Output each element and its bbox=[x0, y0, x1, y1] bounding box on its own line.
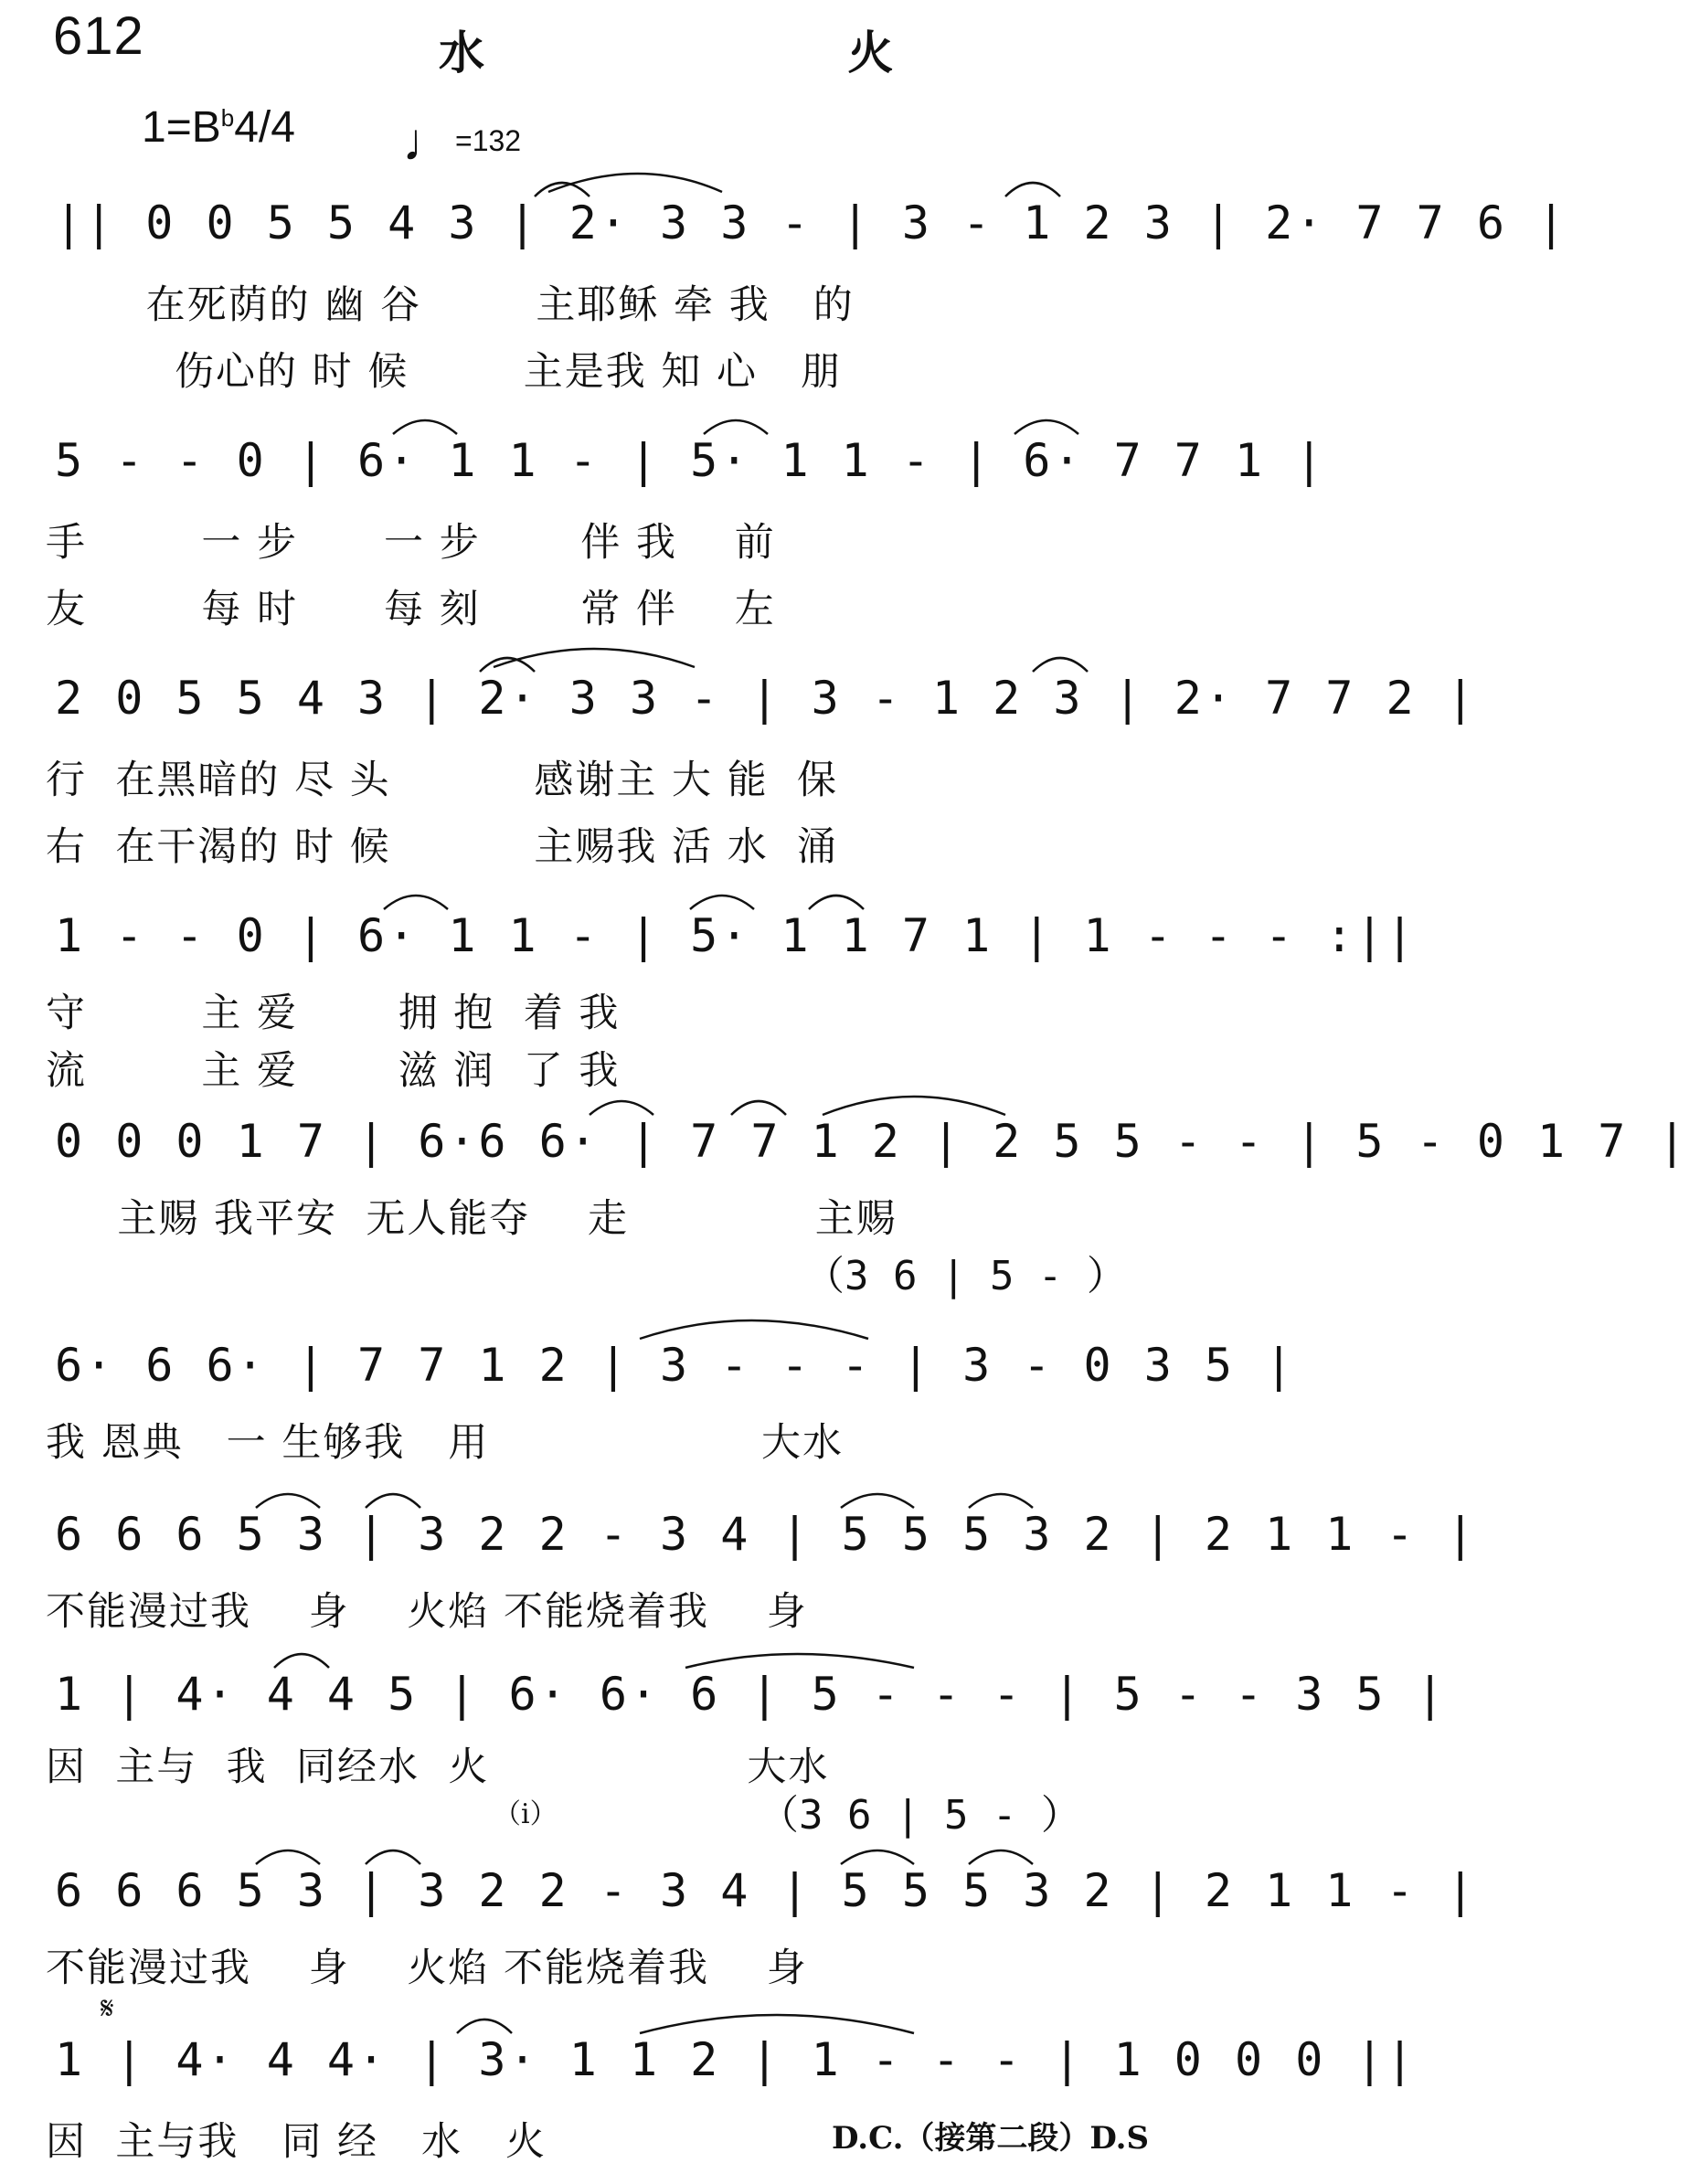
lyric-line-4a: 守 主 爱 拥 抱 着 我 bbox=[46, 991, 621, 1036]
lyric-line-3b: 右 在干渴的 时 候 主赐我 活 水 涌 bbox=[46, 824, 839, 870]
music-line-7 bbox=[46, 1508, 1477, 1574]
lyric-line-2a: 手 一 步 一 步 伴 我 前 bbox=[46, 520, 776, 566]
notation: 0 0 0 1 7 | 6·6 6· | 7 7 1 2 | 2 5 5 - - | 5 - 0 1 7 | bbox=[55, 1115, 1689, 1168]
quarter-note-icon: ♩ bbox=[402, 112, 455, 172]
slur-mark bbox=[841, 1850, 914, 1864]
alternate-ending-2: （3 6 | 5 - ） bbox=[759, 1792, 1081, 1839]
music-line-6 bbox=[46, 1339, 1296, 1405]
slur-mark bbox=[384, 896, 448, 909]
notation: 6· 6 6· | 7 7 1 2 | 3 - - - | 3 - 0 3 5 | bbox=[55, 1339, 1296, 1392]
slur-mark bbox=[823, 1097, 1005, 1115]
music-line-9 bbox=[46, 1864, 1477, 1930]
key-signature bbox=[142, 102, 295, 153]
slur-mark bbox=[690, 896, 754, 909]
slur-mark bbox=[969, 1850, 1033, 1864]
segno-icon: 𝄋 bbox=[101, 1990, 114, 2027]
slur-mark bbox=[1033, 658, 1088, 672]
slur-mark bbox=[640, 1320, 868, 1339]
slur-mark bbox=[685, 1654, 914, 1668]
alternate-ending: （3 6 | 5 - ） bbox=[804, 1253, 1127, 1299]
lyric-line-2b: 友 每 时 每 刻 常 伴 左 bbox=[46, 587, 776, 632]
slur-mark bbox=[590, 1101, 653, 1115]
slur-mark bbox=[704, 420, 768, 434]
music-line-5 bbox=[46, 1115, 1689, 1181]
slur-mark bbox=[480, 658, 535, 672]
slur-mark bbox=[841, 1494, 914, 1508]
slur-mark bbox=[274, 1654, 329, 1668]
music-line-8 bbox=[46, 1668, 1447, 1733]
slur-mark bbox=[809, 896, 864, 909]
music-line-3 bbox=[46, 672, 1477, 737]
key-flat: b bbox=[220, 104, 235, 132]
music-line-1 bbox=[46, 196, 1568, 262]
lyric-line-10a: 因 主与我 同 经 水 火 bbox=[46, 2119, 547, 2165]
slur-mark bbox=[256, 1850, 320, 1864]
notation: 6 6 6 5 3 | 3 2 2 - 3 4 | 5 5 5 3 2 | 2 1 1 - | bbox=[55, 1864, 1477, 1917]
notation: 2 0 5 5 4 3 | 2· 3 3 - | 3 - 1 2 3 | 2· 7 7 2 | bbox=[55, 672, 1477, 725]
lyric-line-1b: 伤心的 时 候 主是我 知 心 朋 bbox=[46, 349, 843, 395]
slur-mark bbox=[366, 1494, 420, 1508]
slur-mark bbox=[1005, 183, 1060, 196]
da-capo-instruction: D.C.（接第二段）D.S bbox=[832, 2120, 1150, 2157]
octave-note: （i） bbox=[494, 1798, 558, 1830]
slur-mark bbox=[494, 649, 695, 667]
slur-mark bbox=[969, 1494, 1033, 1508]
hymn-title: 水 火 bbox=[439, 27, 1068, 80]
notation: 1 - - 0 | 6· 1 1 - | 5· 1 1 7 1 | 1 - - - :|| bbox=[55, 909, 1417, 962]
lyric-line-3a: 行 在黑暗的 尽 头 感谢主 大 能 保 bbox=[46, 758, 839, 803]
lyric-line-1a: 在死荫的 幽 谷 主耶稣 牵 我 的 bbox=[46, 282, 855, 328]
slur-mark bbox=[640, 2015, 914, 2033]
notation: || 0 0 5 5 4 3 | 2· 3 3 - | 3 - 1 2 3 | 2· 7 7 6 | bbox=[55, 196, 1568, 249]
notation: 6 6 6 5 3 | 3 2 2 - 3 4 | 5 5 5 3 2 | 2 1 1 - | bbox=[55, 1508, 1477, 1561]
key-label: 1=B bbox=[142, 103, 221, 152]
tempo-value: =132 bbox=[455, 124, 522, 157]
notation: 1 | 4· 4 4· | 3· 1 1 2 | 1 - - - | 1 0 0 0 || bbox=[55, 2033, 1417, 2086]
slur-mark bbox=[535, 183, 590, 196]
notation: 5 - - 0 | 6· 1 1 - | 5· 1 1 - | 6· 7 7 1 | bbox=[55, 434, 1326, 487]
hymn-number: 612 bbox=[53, 6, 144, 66]
tempo-marking bbox=[402, 102, 522, 172]
slur-mark bbox=[366, 1850, 420, 1864]
music-line-10 bbox=[46, 2033, 1417, 2099]
lyric-line-8a: 因 主与 我 同经水 火 大水 bbox=[46, 1744, 830, 1790]
notation: 1 | 4· 4 4 5 | 6· 6· 6 | 5 - - - | 5 - - 3 5 | bbox=[55, 1668, 1447, 1721]
slur-mark bbox=[1014, 420, 1078, 434]
slur-mark bbox=[731, 1101, 786, 1115]
lyric-line-5a: 主赐 我平安 无人能夺 走 主赐 bbox=[46, 1196, 898, 1242]
slur-mark bbox=[393, 420, 457, 434]
slur-mark bbox=[457, 2020, 512, 2033]
music-line-2 bbox=[46, 434, 1326, 500]
lyric-line-4b: 流 主 爱 滋 润 了 我 bbox=[46, 1048, 621, 1094]
slur-mark bbox=[548, 174, 722, 192]
time-signature: 4/4 bbox=[234, 103, 295, 152]
lyric-line-6a: 我 恩典 一 生够我 用 大水 bbox=[46, 1420, 844, 1466]
slur-mark bbox=[256, 1494, 320, 1508]
lyric-line-7a: 不能漫过我 身 火焰 不能烧着我 身 bbox=[46, 1589, 808, 1635]
music-line-4 bbox=[46, 909, 1417, 975]
lyric-line-9a: 不能漫过我 身 火焰 不能烧着我 身 bbox=[46, 1945, 808, 1991]
